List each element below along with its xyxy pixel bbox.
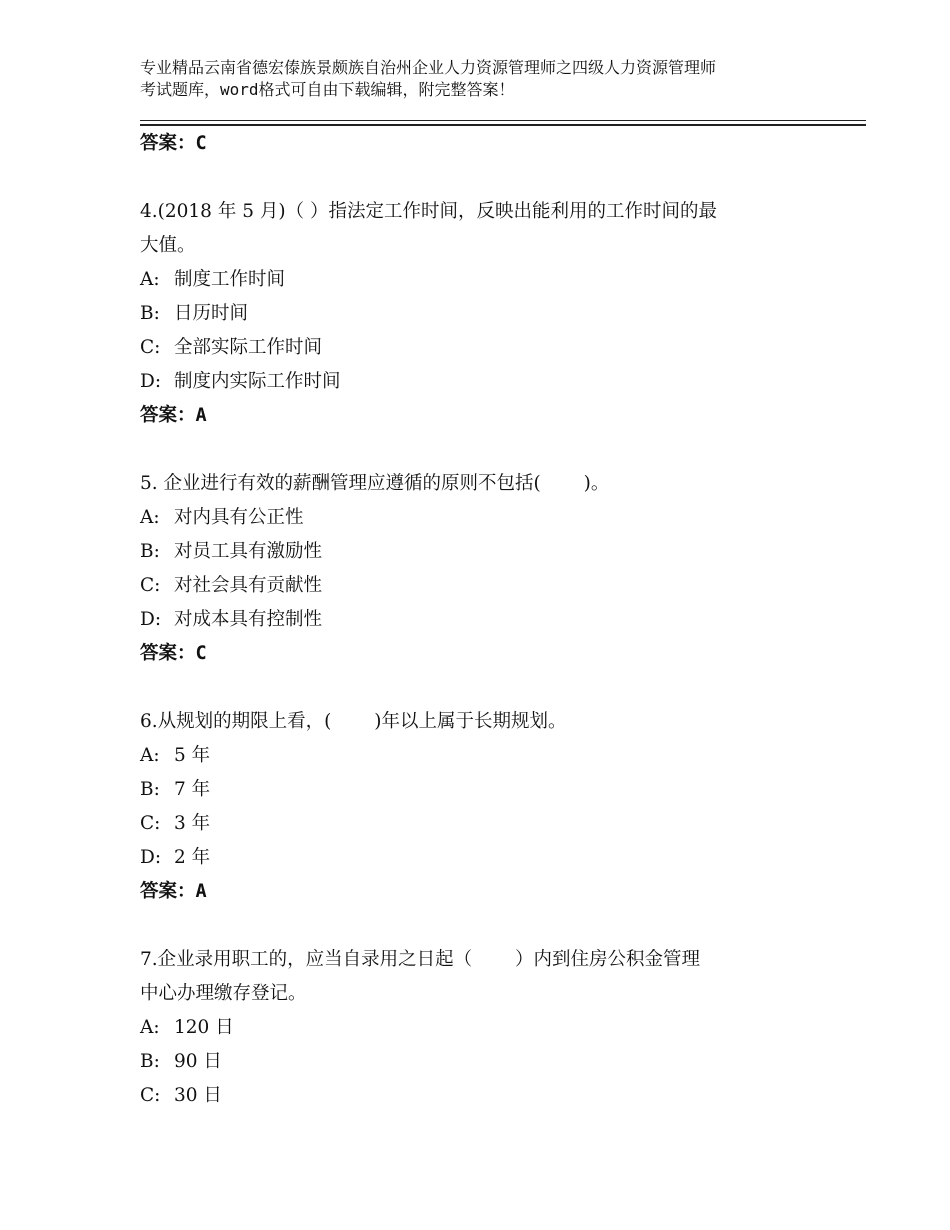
question-list (140, 127, 820, 1113)
option-label: D: (140, 371, 162, 392)
option-text: 日历时间 (174, 303, 249, 324)
option-label: D: (140, 609, 162, 630)
spacer (140, 433, 820, 467)
option-c (140, 331, 820, 365)
option-text: 3 年 (174, 813, 211, 834)
option-a (140, 1011, 820, 1045)
option-a (140, 263, 820, 297)
option-text: 制度内实际工作时间 (174, 371, 341, 392)
header-title-line-2: 考试题库，word格式可自由下载编辑，附完整答案！ (140, 80, 515, 99)
document-header (140, 57, 830, 101)
question-4 (140, 195, 820, 433)
question-7 (140, 943, 820, 1113)
option-b (140, 773, 820, 807)
option-text: 5 年 (174, 745, 211, 766)
option-c (140, 569, 820, 603)
option-c (140, 807, 820, 841)
option-text: 对成本具有控制性 (174, 609, 323, 630)
header-rule-thin (140, 120, 866, 121)
option-label: C: (140, 575, 161, 596)
option-text: 30 日 (174, 1085, 222, 1106)
option-text: 对内具有公正性 (174, 507, 304, 528)
option-label: B: (140, 1051, 160, 1072)
option-label: C: (140, 1085, 161, 1106)
option-text: 全部实际工作时间 (174, 337, 323, 358)
question-stem: 5. 企业进行有效的薪酬管理应遵循的原则不包括( )。 (140, 473, 610, 494)
question-stem-continued: 大值。 (140, 235, 196, 256)
option-a (140, 501, 820, 535)
option-c (140, 1079, 820, 1113)
option-label: B: (140, 779, 160, 800)
option-label: A: (140, 1017, 160, 1038)
option-text: 对社会具有贡献性 (174, 575, 323, 596)
option-b (140, 297, 820, 331)
spacer (140, 671, 820, 705)
option-label: C: (140, 813, 161, 834)
answer: 答案：A (140, 405, 207, 426)
option-text: 7 年 (174, 779, 211, 800)
spacer (140, 909, 820, 943)
question-stem: 4.(2018 年 5 月)（ ）指法定工作时间，反映出能利用的工作时间的最 (140, 201, 717, 222)
question-stem: 6.从规划的期限上看，( )年以上属于长期规划。 (140, 711, 567, 732)
option-text: 制度工作时间 (174, 269, 286, 290)
option-label: C: (140, 337, 161, 358)
question-stem: 7.企业录用职工的，应当自录用之日起（ ）内到住房公积金管理 (140, 949, 701, 970)
header-title-line-1: 专业精品云南省德宏傣族景颇族自治州企业人力资源管理师之四级人力资源管理师 (140, 58, 717, 77)
option-b (140, 1045, 820, 1079)
option-label: A: (140, 507, 160, 528)
previous-answer: 答案：C (140, 133, 207, 154)
option-d (140, 603, 820, 637)
option-b (140, 535, 820, 569)
option-label: D: (140, 847, 162, 868)
option-a (140, 739, 820, 773)
option-label: B: (140, 303, 160, 324)
spacer (140, 161, 820, 195)
option-label: B: (140, 541, 160, 562)
option-text: 2 年 (174, 847, 211, 868)
question-6 (140, 705, 820, 909)
option-text: 对员工具有激励性 (174, 541, 323, 562)
header-rule-thick (140, 124, 866, 126)
option-text: 120 日 (174, 1017, 234, 1038)
option-d (140, 841, 820, 875)
option-text: 90 日 (174, 1051, 222, 1072)
answer: 答案：C (140, 643, 207, 664)
answer: 答案：A (140, 881, 207, 902)
question-stem-continued: 中心办理缴存登记。 (140, 983, 307, 1004)
question-5 (140, 467, 820, 671)
option-d (140, 365, 820, 399)
option-label: A: (140, 269, 160, 290)
option-label: A: (140, 745, 160, 766)
